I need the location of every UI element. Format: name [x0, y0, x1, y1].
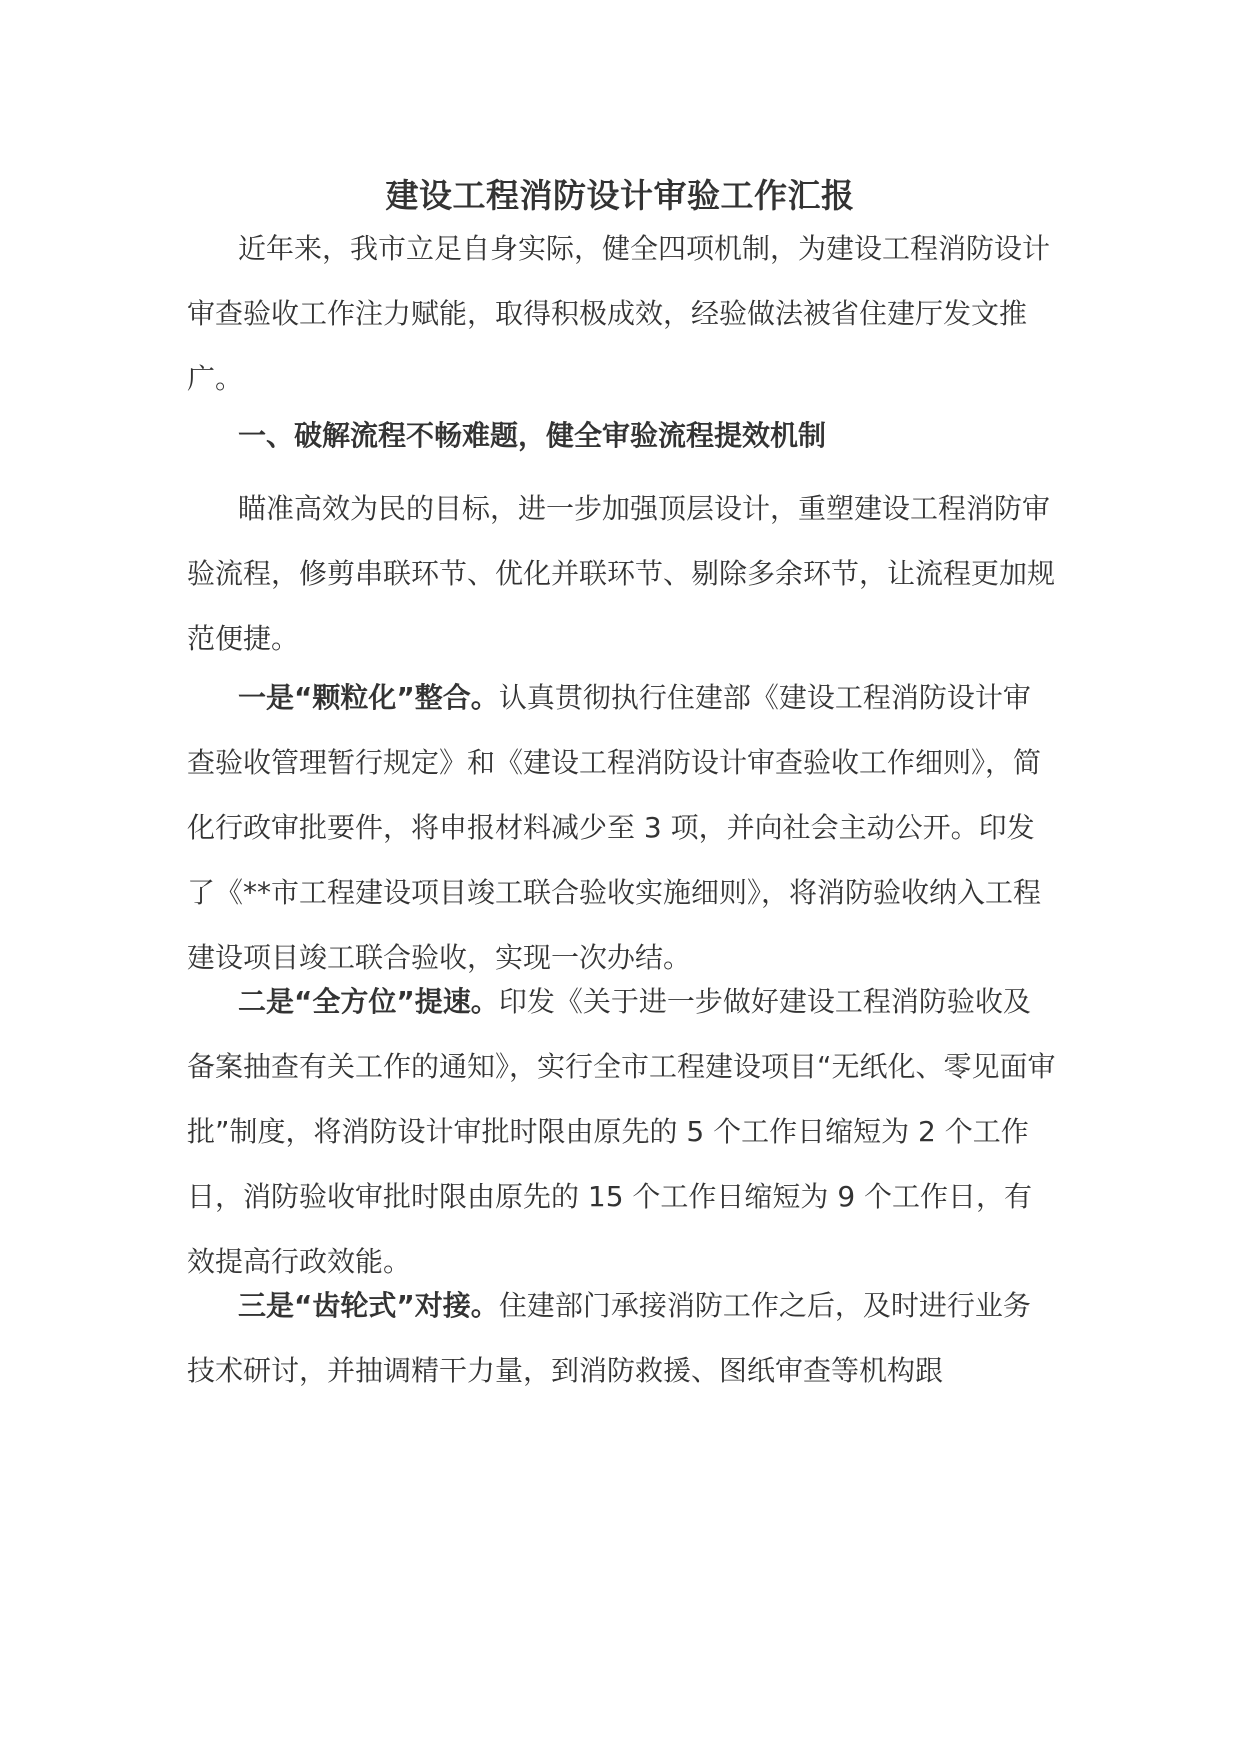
item-lead-3: 三是“齿轮式”对接。	[238, 1289, 499, 1322]
section-heading: 一、破解流程不畅难题，健全审验流程提效机制	[238, 419, 827, 452]
intro-paragraph: 近年来，我市立足自身实际，健全四项机制，为建设工程消防设计审查验收工作注力赋能，取得积极成效，经验做法被省住建厅发文推广。	[187, 232, 1051, 395]
item-text-1: 认真贯彻执行住建部《建设工程消防设计审查验收管理暂行规定》和《建设工程消防设计审查验收工作细则》，简化行政审批要件，将申报材料减少至 3 项，并向社会主动公开。印发了《**市工程建设项目竣工联合验收实施细则》，将消防验收纳入工程建设项目竣工联合验收，实现一次办结。	[187, 681, 1042, 974]
item-text-2: 印发《关于进一步做好建设工程消防验收及备案抽查有关工作的通知》，实行全市工程建设项目“无纸化、零见面审批”制度，将消防设计审批时限由原先的 5 个工作日缩短为 2 个工作日，消防验收审批时限由原先的 15 个工作日缩短为 9 个工作日，有效提高行政效能。	[187, 985, 1056, 1278]
item-lead-2: 二是“全方位”提速。	[238, 985, 499, 1018]
item-paragraph-2	[187, 969, 1057, 1294]
section-summary-paragraph: 瞄准高效为民的目标，进一步加强顶层设计，重塑建设工程消防审验流程，修剪串联环节、优化并联环节、剔除多余环节，让流程更加规范便捷。	[187, 492, 1056, 655]
item-text-3: 住建部门承接消防工作之后，及时进行业务技术研讨，并抽调精干力量，到消防救援、图纸审查等机构跟	[187, 1289, 1031, 1387]
document-title: 建设工程消防设计审验工作汇报	[385, 176, 855, 215]
item-paragraph-3	[187, 1273, 1057, 1403]
item-paragraph-1	[187, 665, 1057, 990]
item-lead-1: 一是“颗粒化”整合。	[238, 681, 499, 714]
